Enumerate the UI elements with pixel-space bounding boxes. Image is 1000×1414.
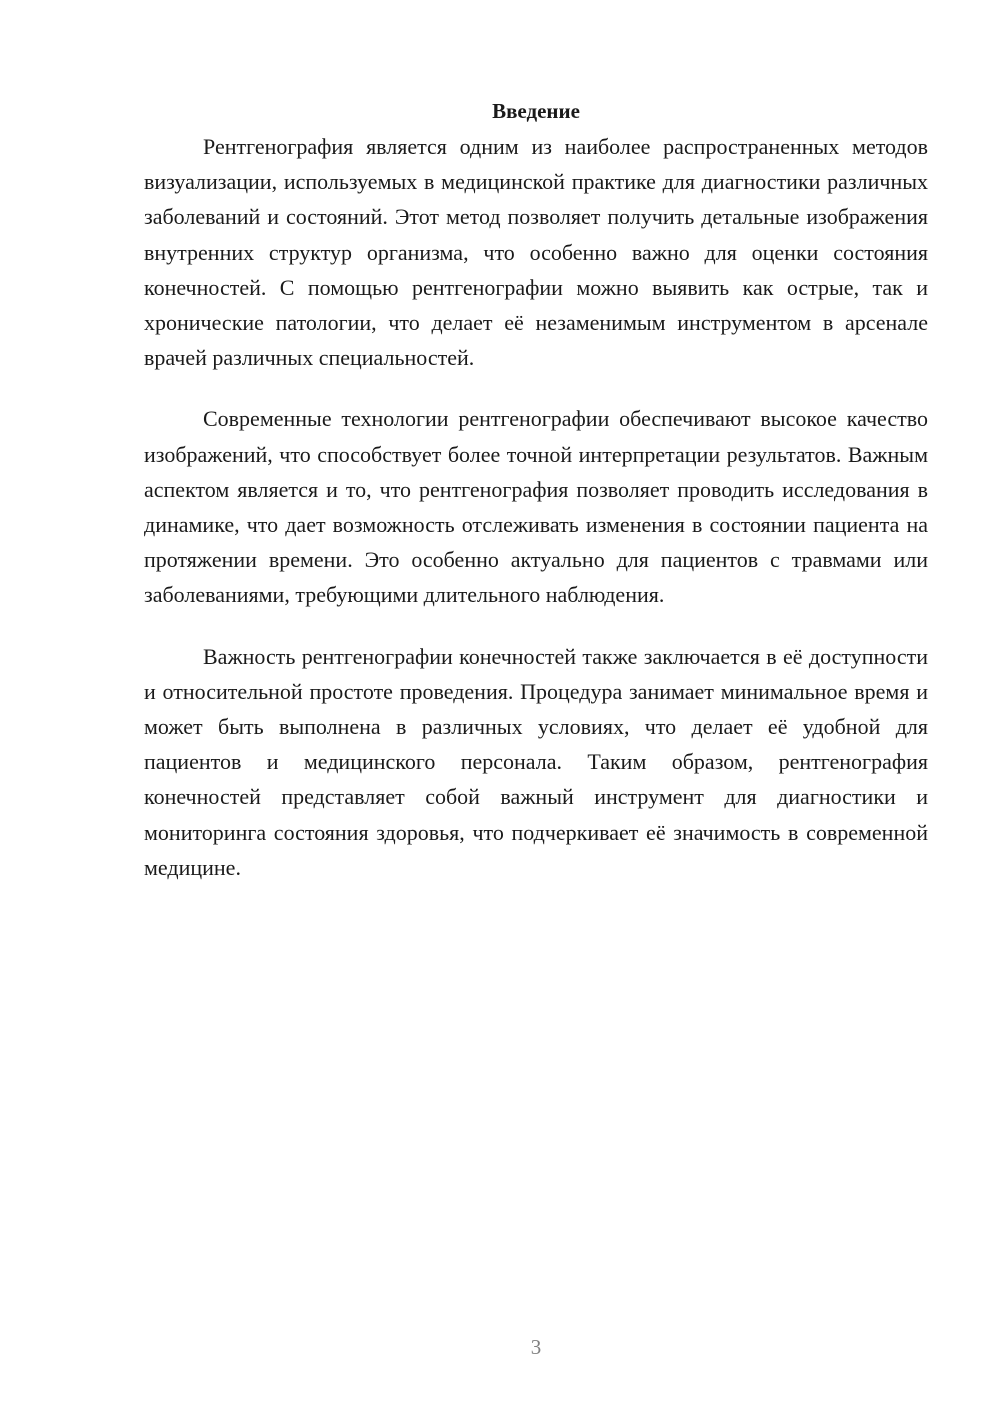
paragraph: Важность рентгенографии конечностей также заключается в её доступности и относительной простоте проведения. Процедура занимает минимальное время и может быть выполнена в различных условиях, что делает её удобной для пациентов и медицинского персонала. Таким образом, рентгенография конечностей представляет собой важный инструмент для диагностики и мониторинга состояния здоровья, что подчеркивает её значимость в современной медицине. <box>144 643 928 880</box>
paragraph: Современные технологии рентгенографии обеспечивают высокое качество изображений, что способствует более точной интерпретации результатов. Важным аспектом является и то, что рентгенография позволяет проводить исследования в динамике, что дает возможность отслеживать изменения в состоянии пациента на протяжении времени. Это особенно актуально для пациентов с травмами или заболеваниями, требующими длительного наблюдения. <box>144 406 928 608</box>
section-title: Введение <box>492 99 580 123</box>
page-content <box>144 96 928 911</box>
page-number: 3 <box>530 1335 542 1359</box>
paragraph: Рентгенография является одним из наиболее распространенных методов визуализации, используемых в медицинской практике для диагностики различных заболеваний и состояний. Этот метод позволяет получить детальные изображения внутренних структур организма, что особенно важно для оценки состояния конечностей. С помощью рентгенографии можно выявить как острые, так и хронические патологии, что делает её незаменимым инструментом в арсенале врачей различных специальностей. <box>144 134 928 371</box>
